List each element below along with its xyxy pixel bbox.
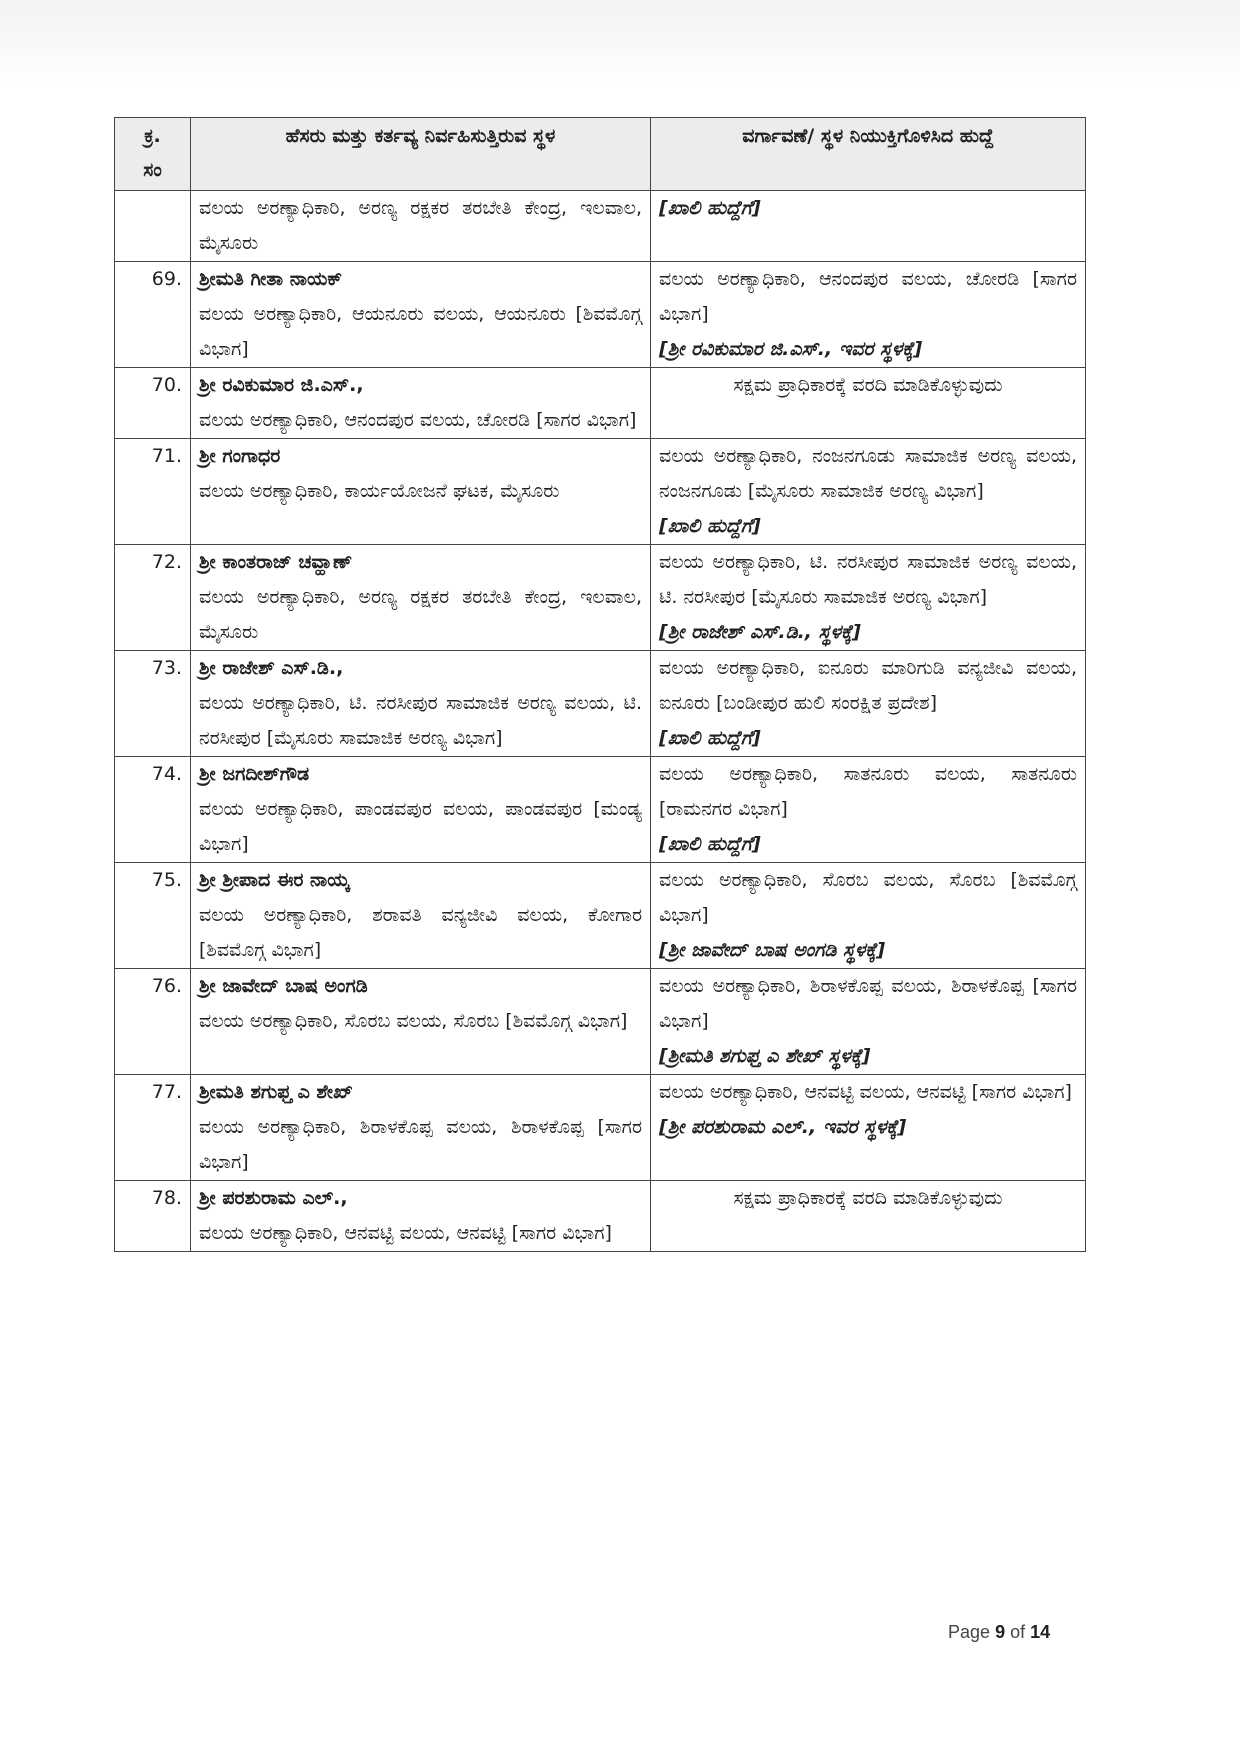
transfer-table [114,117,1086,1252]
current-posting: ವಲಯ ಅರಣ್ಯಾಧಿಕಾರಿ, ಅರಣ್ಯ ರಕ್ಷಕರ ತರಬೇತಿ ಕೇಂದ್ರ, ಇಲವಾಲ, ಮೈಸೂರು [199,197,642,254]
posting-cell [651,757,1086,863]
name-cell [191,368,651,439]
serial-number: 75. [115,863,191,969]
vacancy-note: [ಖಾಲಿ ಹುದ್ದೆಗೆ] [659,833,761,855]
header-name-and-current-place: ಹೆಸರು ಮತ್ತು ಕರ್ತವ್ಯ ನಿರ್ವಹಿಸುತ್ತಿರುವ ಸ್ಥಳ [191,118,651,191]
new-posting: ವಲಯ ಅರಣ್ಯಾಧಿಕಾರಿ, ಟಿ. ನರಸೀಪುರ ಸಾಮಾಜಿಕ ಅರಣ್ಯ ವಲಯ, ಟಿ. ನರಸೀಪುರ [ಮೈಸೂರು ಸಾಮಾಜಿಕ ಅರಣ್ಯ ವಿಭಾಗ] [659,551,1077,608]
officer-name: ಶ್ರೀ ಶ್ರೀಪಾದ ಈರ ನಾಯ್ಕ [199,869,350,891]
new-posting: ವಲಯ ಅರಣ್ಯಾಧಿಕಾರಿ, ಶಿರಾಳಕೊಪ್ಪ ವಲಯ, ಶಿರಾಳಕೊಪ್ಪ [ಸಾಗರ ವಿಭಾಗ] [659,975,1077,1032]
vacancy-note: [ಶ್ರೀ ರವಿಕುಮಾರ ಜಿ.ಎಸ್., ಇವರ ಸ್ಥಳಕ್ಕೆ] [659,338,923,360]
table-row [115,262,1086,368]
posting-cell [651,191,1086,262]
officer-name: ಶ್ರೀಮತಿ ಶಗುಫ್ತ ಎ ಶೇಖ್ [199,1081,354,1103]
new-posting: ವಲಯ ಅರಣ್ಯಾಧಿಕಾರಿ, ಆನಂದಪುರ ವಲಯ, ಚೋರಡಿ [ಸಾಗರ ವಿಭಾಗ] [659,268,1077,325]
header-posted-to: ವರ್ಗಾವಣೆ/ ಸ್ಥಳ ನಿಯುಕ್ತಿಗೊಳಿಸಿದ ಹುದ್ದೆ [651,118,1086,191]
new-posting: ವಲಯ ಅರಣ್ಯಾಧಿಕಾರಿ, ಸಾತನೂರು ವಲಯ, ಸಾತನೂರು [ರಾಮನಗರ ವಿಭಾಗ] [659,763,1077,820]
vacancy-note: [ಶ್ರೀ ರಾಜೇಶ್ ಎಸ್.ಡಿ., ಸ್ಥಳಕ್ಕೆ] [659,621,861,643]
new-posting: ಸಕ್ಷಮ ಪ್ರಾಧಿಕಾರಕ್ಕೆ ವರದಿ ಮಾಡಿಕೊಳ್ಳುವುದು [733,374,1003,396]
posting-cell [651,439,1086,545]
table-row [115,545,1086,651]
officer-name: ಶ್ರೀ ಪರಶುರಾಮ ಎಲ್., [199,1187,348,1209]
vacancy-note: [ಖಾಲಿ ಹುದ್ದೆಗೆ] [659,197,761,219]
page-label: Page [948,1622,991,1642]
name-cell [191,863,651,969]
serial-number: 71. [115,439,191,545]
page-top-shading [0,0,1240,90]
current-posting: ವಲಯ ಅರಣ್ಯಾಧಿಕಾರಿ, ಆನವಟ್ಟಿ ವಲಯ, ಆನವಟ್ಟಿ [ಸಾಗರ ವಿಭಾಗ] [199,1222,612,1244]
current-posting: ವಲಯ ಅರಣ್ಯಾಧಿಕಾರಿ, ಆಯನೂರು ವಲಯ, ಆಯನೂರು [ಶಿವಮೊಗ್ಗ ವಿಭಾಗ] [199,303,642,360]
serial-number: 69. [115,262,191,368]
table-header-row [115,118,1086,191]
page-number-footer [948,1622,1050,1643]
serial-number: 70. [115,368,191,439]
vacancy-note: [ಖಾಲಿ ಹುದ್ದೆಗೆ] [659,727,761,749]
vacancy-note: [ಶ್ರೀಮತಿ ಶಗುಫ್ತ ಎ ಶೇಖ್ ಸ್ಥಳಕ್ಕೆ] [659,1045,871,1067]
posting-cell [651,1181,1086,1252]
officer-name: ಶ್ರೀ ಕಾಂತರಾಜ್ ಚವ್ಹಾಣ್ [199,551,353,573]
new-posting: ವಲಯ ಅರಣ್ಯಾಧಿಕಾರಿ, ಸೊರಬ ವಲಯ, ಸೊರಬ [ಶಿವಮೊಗ್ಗ ವಿಭಾಗ] [659,869,1077,926]
name-cell [191,262,651,368]
current-posting: ವಲಯ ಅರಣ್ಯಾಧಿಕಾರಿ, ಟಿ. ನರಸೀಪುರ ಸಾಮಾಜಿಕ ಅರಣ್ಯ ವಲಯ, ಟಿ. ನರಸೀಪುರ [ಮೈಸೂರು ಸಾಮಾಜಿಕ ಅರಣ್ಯ ವಿಭಾಗ] [199,692,642,749]
posting-cell [651,262,1086,368]
current-posting: ವಲಯ ಅರಣ್ಯಾಧಿಕಾರಿ, ಅರಣ್ಯ ರಕ್ಷಕರ ತರಬೇತಿ ಕೇಂದ್ರ, ಇಲವಾಲ, ಮೈಸೂರು [199,586,642,643]
posting-cell [651,368,1086,439]
table-row [115,1181,1086,1252]
officer-name: ಶ್ರೀ ರಾಜೇಶ್ ಎಸ್.ಡಿ., [199,657,344,679]
name-cell [191,757,651,863]
posting-cell [651,863,1086,969]
table-row [115,191,1086,262]
posting-cell [651,651,1086,757]
header-serial-number: ಕ್ರ. ಸಂ [115,118,191,191]
current-posting: ವಲಯ ಅರಣ್ಯಾಧಿಕಾರಿ, ಸೊರಬ ವಲಯ, ಸೊರಬ [ಶಿವಮೊಗ್ಗ ವಿಭಾಗ] [199,1010,628,1032]
officer-name: ಶ್ರೀ ರವಿಕುಮಾರ ಜಿ.ಎಸ್., [199,374,364,396]
current-posting: ವಲಯ ಅರಣ್ಯಾಧಿಕಾರಿ, ಕಾರ್ಯಯೋಜನೆ ಘಟಕ, ಮೈಸೂರು [199,480,560,502]
posting-cell [651,545,1086,651]
table-row [115,439,1086,545]
table-row [115,1075,1086,1181]
serial-number: 72. [115,545,191,651]
officer-name: ಶ್ರೀ ಗಂಗಾಧರ [199,445,281,467]
new-posting: ವಲಯ ಅರಣ್ಯಾಧಿಕಾರಿ, ನಂಜನಗೂಡು ಸಾಮಾಜಿಕ ಅರಣ್ಯ ವಲಯ, ನಂಜನಗೂಡು [ಮೈಸೂರು ಸಾಮಾಜಿಕ ಅರಣ್ಯ ವಿಭಾಗ] [659,445,1077,502]
name-cell [191,545,651,651]
current-posting: ವಲಯ ಅರಣ್ಯಾಧಿಕಾರಿ, ಶರಾವತಿ ವನ್ಯಜೀವಿ ವಲಯ, ಕೋಗಾರ [ಶಿವಮೊಗ್ಗ ವಿಭಾಗ] [199,904,642,961]
current-posting: ವಲಯ ಅರಣ್ಯಾಧಿಕಾರಿ, ಶಿರಾಳಕೊಪ್ಪ ವಲಯ, ಶಿರಾಳಕೊಪ್ಪ [ಸಾಗರ ವಿಭಾಗ] [199,1116,642,1173]
posting-cell [651,1075,1086,1181]
current-posting: ವಲಯ ಅರಣ್ಯಾಧಿಕಾರಿ, ಆನಂದಪುರ ವಲಯ, ಚೋರಡಿ [ಸಾಗರ ವಿಭಾಗ] [199,409,637,431]
serial-number: 73. [115,651,191,757]
new-posting: ವಲಯ ಅರಣ್ಯಾಧಿಕಾರಿ, ಆನವಟ್ಟಿ ವಲಯ, ಆನವಟ್ಟಿ [ಸಾಗರ ವಿಭಾಗ] [659,1081,1072,1103]
name-cell [191,1075,651,1181]
name-cell [191,439,651,545]
vacancy-note: [ಶ್ರೀ ಪರಶುರಾಮ ಎಲ್., ಇವರ ಸ್ಥಳಕ್ಕೆ] [659,1116,907,1138]
table-row [115,757,1086,863]
table-row [115,863,1086,969]
new-posting: ವಲಯ ಅರಣ್ಯಾಧಿಕಾರಿ, ಐನೂರು ಮಾರಿಗುಡಿ ವನ್ಯಜೀವಿ ವಲಯ, ಐನೂರು [ಬಂಡೀಪುರ ಹುಲಿ ಸಂರಕ್ಷಿತ ಪ್ರದೇಶ] [659,657,1077,714]
serial-number: 78. [115,1181,191,1252]
serial-number: 77. [115,1075,191,1181]
vacancy-note: [ಖಾಲಿ ಹುದ್ದೆಗೆ] [659,515,761,537]
table-row [115,368,1086,439]
vacancy-note: [ಶ್ರೀ ಜಾವೇದ್ ಬಾಷ ಅಂಗಡಿ ಸ್ಥಳಕ್ಕೆ] [659,939,886,961]
officer-name: ಶ್ರೀಮತಿ ಗೀತಾ ನಾಯಕ್ [199,268,343,290]
name-cell [191,651,651,757]
page-total: 14 [1030,1622,1051,1642]
officer-name: ಶ್ರೀ ಜಗದೀಶ್‌ಗೌಡ [199,763,310,785]
officer-name: ಶ್ರೀ ಜಾವೇದ್ ಬಾಷ ಅಂಗಡಿ [199,975,368,997]
posting-cell [651,969,1086,1075]
name-cell [191,969,651,1075]
page-of: of [1010,1622,1026,1642]
name-cell [191,1181,651,1252]
name-cell [191,191,651,262]
current-posting: ವಲಯ ಅರಣ್ಯಾಧಿಕಾರಿ, ಪಾಂಡವಪುರ ವಲಯ, ಪಾಂಡವಪುರ [ಮಂಡ್ಯ ವಿಭಾಗ] [199,798,642,855]
table-row [115,651,1086,757]
page-current: 9 [995,1622,1006,1642]
serial-number: 76. [115,969,191,1075]
new-posting: ಸಕ್ಷಮ ಪ್ರಾಧಿಕಾರಕ್ಕೆ ವರದಿ ಮಾಡಿಕೊಳ್ಳುವುದು [733,1187,1003,1209]
table-row [115,969,1086,1075]
serial-number: 74. [115,757,191,863]
serial-number [115,191,191,262]
